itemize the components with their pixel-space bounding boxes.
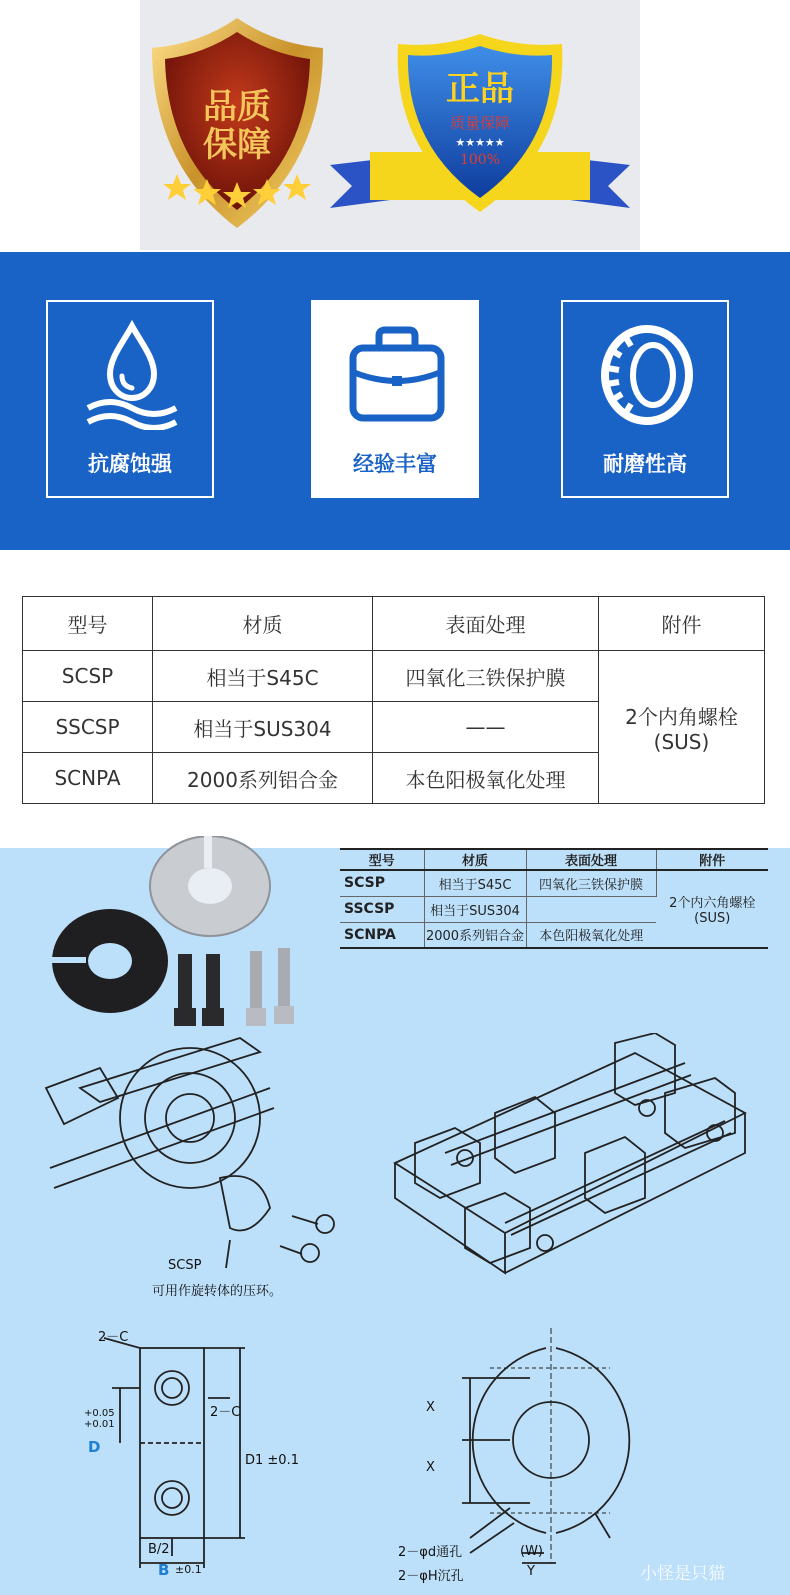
model-cell: SCSP — [340, 870, 424, 896]
header-cell: 材质 — [153, 597, 373, 651]
genuine-sub: 质量保障 — [449, 114, 511, 132]
feature-wear-resistance — [561, 300, 729, 498]
header-cell: 型号 — [23, 597, 153, 651]
genuine-stars: ★★★★★ — [455, 136, 505, 149]
table-row — [23, 651, 765, 702]
product-collars-photo — [50, 836, 340, 1036]
table-row — [340, 870, 768, 896]
material-cell: 相当于S45C — [153, 651, 373, 702]
model-cell: SCSP — [23, 651, 153, 702]
x-dimension-label-1: X — [426, 1400, 435, 1415]
material-cell: 2000系列铝合金 — [424, 922, 526, 948]
material-cell: 相当于SUS304 — [153, 702, 373, 753]
mini-header-row — [340, 849, 768, 870]
finish-cell: 本色阳极氧化处理 — [526, 922, 656, 948]
mini-spec-table-container — [340, 848, 768, 949]
mini-spec-table — [340, 848, 768, 949]
linear-stage-drawing — [385, 1033, 765, 1298]
accessory-line2: (SUS) — [653, 729, 710, 754]
feature-label: 经验丰富 — [353, 452, 437, 476]
finish-cell: —— — [373, 702, 599, 753]
header-cell: 附件 — [599, 597, 765, 651]
d-tolerance-label: +0.05 +0.01 — [84, 1408, 115, 1430]
w-dimension-label: (W) — [520, 1544, 543, 1559]
genuine-shield-icon — [330, 30, 630, 230]
chamfer-label-top: 2－C — [98, 1330, 129, 1345]
scsp-label: SCSP — [168, 1258, 202, 1273]
quality-badges-banner — [0, 0, 790, 250]
model-cell: SCNPA — [23, 753, 153, 804]
finish-cell — [526, 896, 656, 922]
finish-cell: 本色阳极氧化处理 — [373, 753, 599, 804]
spec-table — [22, 596, 765, 804]
header-cell: 表面处理 — [526, 849, 656, 870]
feature-label: 抗腐蚀强 — [88, 452, 172, 476]
model-cell: SSCSP — [340, 896, 424, 922]
feature-experience — [311, 300, 479, 498]
header-cell: 型号 — [340, 849, 424, 870]
d1-dimension-label: D1 ±0.1 — [245, 1453, 299, 1468]
x-dimension-label-2: X — [426, 1460, 435, 1475]
material-cell: 相当于S45C — [424, 870, 526, 896]
bolts-icon — [174, 948, 294, 1026]
quality-guarantee-shield-badge — [145, 14, 330, 234]
spec-table-container — [22, 596, 764, 804]
briefcase-icon — [347, 320, 447, 430]
feature-corrosion-resistance — [46, 300, 214, 498]
finish-cell: 四氧化三铁保护膜 — [526, 870, 656, 896]
quality-line2: 保障 — [203, 125, 271, 165]
material-cell: 2000系列铝合金 — [153, 753, 373, 804]
genuine-guarantee-shield-badge — [330, 30, 630, 230]
side-view-dimension-drawing — [410, 1328, 710, 1568]
accessory-cell — [599, 651, 765, 804]
through-hole-label: 2－φd通孔 — [398, 1545, 463, 1560]
counterbore-label: 2－φH沉孔 — [398, 1569, 464, 1584]
watermark-bottom: 小怪是只猫 — [640, 1564, 725, 1584]
genuine-title: 正品 — [446, 69, 514, 109]
finish-cell: 四氧化三铁保护膜 — [373, 651, 599, 702]
table-header-row — [23, 597, 765, 651]
b-tolerance-label: ±0.1 — [175, 1563, 202, 1576]
technical-drawing-panel — [0, 848, 790, 1595]
accessory-line2: (SUS) — [694, 911, 731, 926]
d-dimension-label: D — [88, 1438, 101, 1456]
model-cell: SSCSP — [23, 702, 153, 753]
usage-note: 可用作旋转体的压环。 — [152, 1284, 283, 1299]
sprocket-assembly-drawing — [40, 1028, 360, 1288]
tire-icon — [597, 320, 697, 430]
accessory-cell — [656, 870, 768, 948]
accessory-line1: 2个内角螺栓 — [625, 704, 738, 729]
b-half-label: B/2 — [148, 1542, 170, 1557]
header-cell: 附件 — [656, 849, 768, 870]
genuine-percent: 100% — [459, 152, 501, 168]
shield-icon — [145, 14, 330, 234]
header-cell: 材质 — [424, 849, 526, 870]
model-cell: SCNPA — [340, 922, 424, 948]
header-cell: 表面处理 — [373, 597, 599, 651]
y-dimension-label: Y — [527, 1564, 535, 1579]
water-drop-icon — [82, 320, 182, 430]
feature-label: 耐磨性高 — [603, 452, 687, 476]
watermark-top: 小怪是只猫 — [44, 45, 129, 65]
quality-line1: 品质 — [203, 87, 271, 127]
b-dimension-label: B — [158, 1561, 170, 1579]
accessory-line1: 2个内六角螺栓 — [669, 896, 756, 911]
material-cell: 相当于SUS304 — [424, 896, 526, 922]
features-banner — [0, 252, 790, 550]
chamfer-label-mid: 2－C — [210, 1405, 241, 1420]
